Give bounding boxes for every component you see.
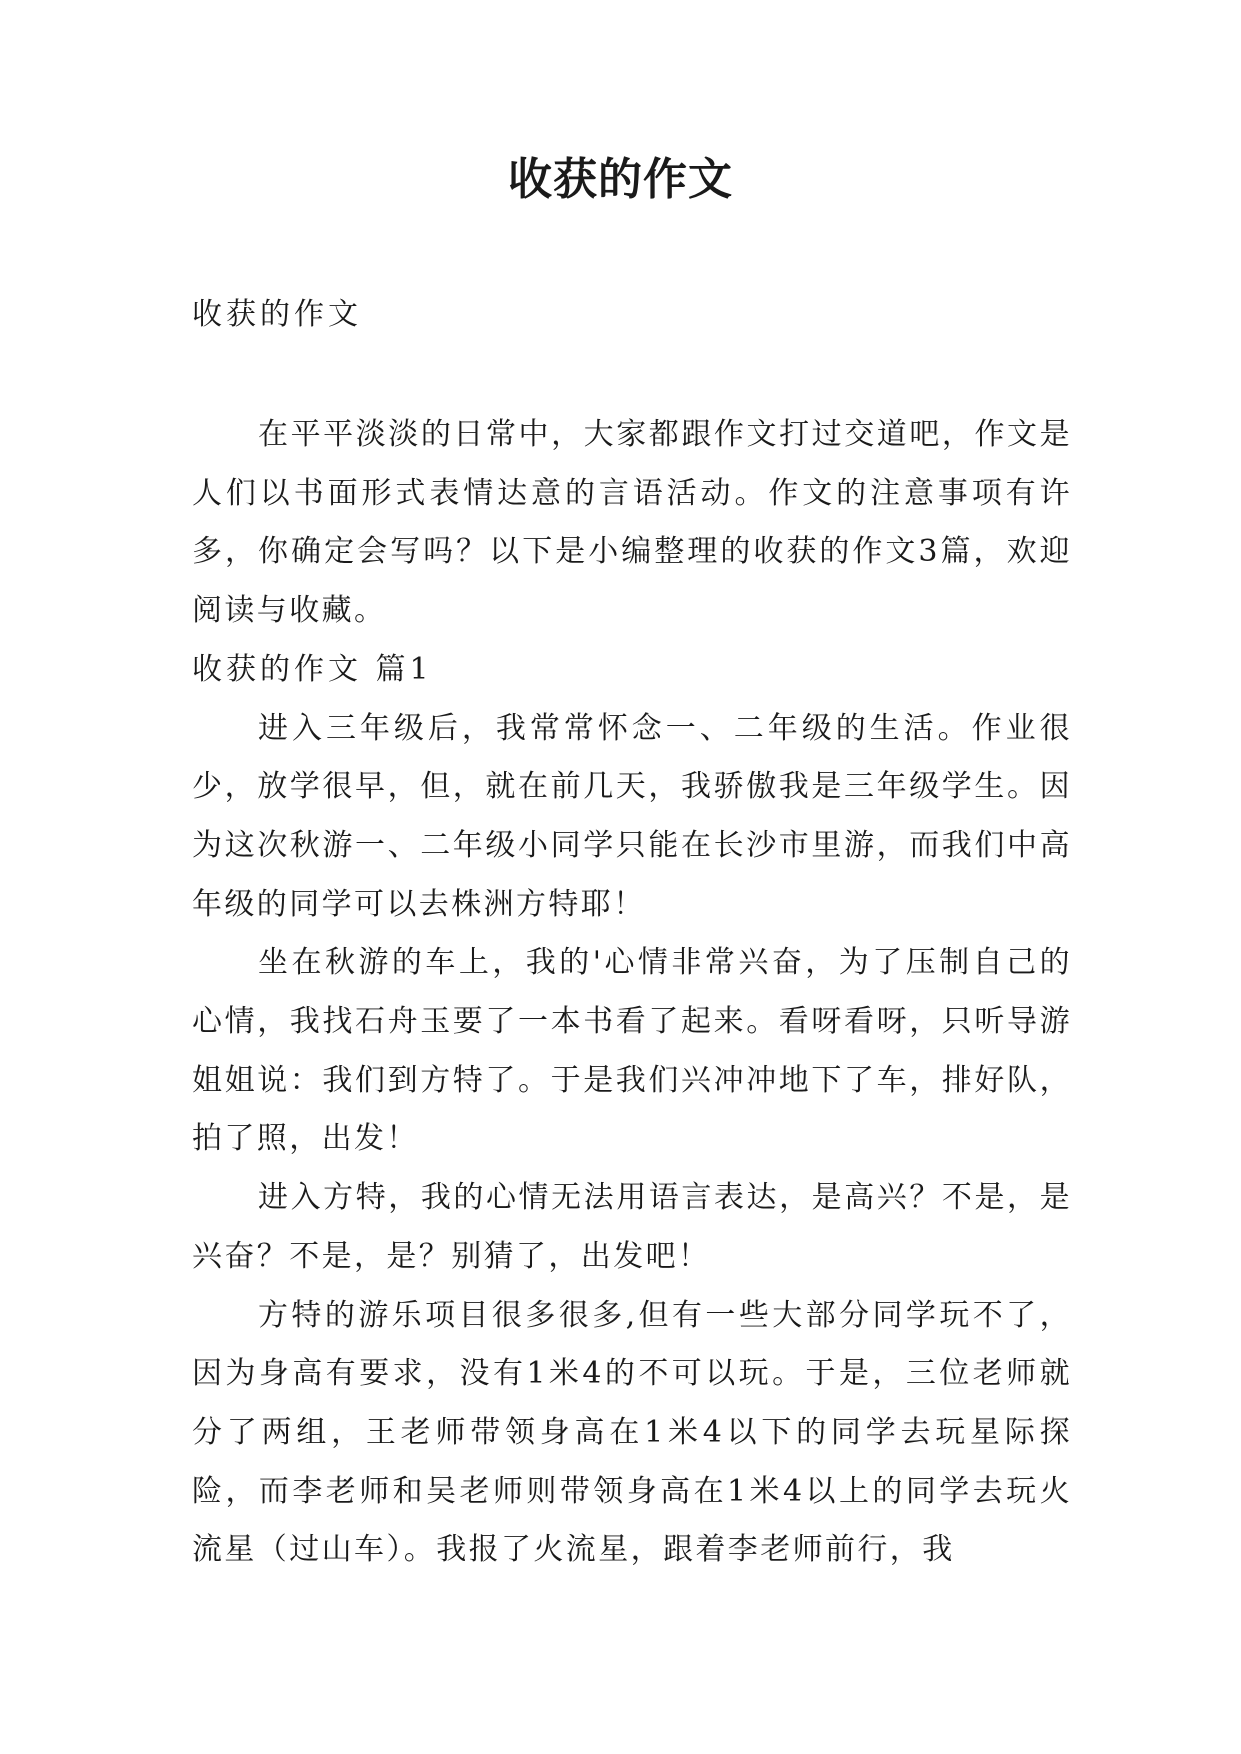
body-paragraph-4: 方特的游乐项目很多很多,但有一些大部分同学玩不了，因为身高有要求，没有1米4的不可以玩。于是，三位老师就分了两组，王老师带领身高在1米4以下的同学去玩星际探险，而李老师和吴老师则带领身高在1米4以上的同学去玩火流星（过山车）。我报了火流星，跟着李老师前行，我: [192, 1297, 1072, 1568]
document-body: [192, 406, 1072, 1580]
document-subtitle: 收获的作文: [192, 297, 362, 332]
section-heading: 收获的作文 篇1: [192, 651, 433, 687]
body-paragraph-3: 进入方特，我的心情无法用语言表达，是高兴？不是，是兴奋？不是，是？别猜了，出发吧！: [192, 1180, 1072, 1274]
body-paragraph-2: 坐在秋游的车上，我的'心情非常兴奋，为了压制自己的心情，我找石舟玉要了一本书看了起来。看呀看呀，只听导游姐姐说：我们到方特了。于是我们兴冲冲地下了车，排好队，拍了照，出发！: [192, 945, 1072, 1157]
intro-paragraph: 在平平淡淡的日常中，大家都跟作文打过交道吧，作文是人们以书面形式表情达意的言语活动。作文的注意事项有许多，你确定会写吗？以下是小编整理的收获的作文3篇，欢迎阅读与收藏。: [192, 417, 1072, 629]
document-title: 收获的作文: [508, 154, 733, 205]
body-paragraph-1: 进入三年级后，我常常怀念一、二年级的生活。作业很少，放学很早，但，就在前几天，我骄傲我是三年级学生。因为这次秋游一、二年级小同学只能在长沙市里游，而我们中高年级的同学可以去株洲方特耶！: [192, 710, 1072, 922]
